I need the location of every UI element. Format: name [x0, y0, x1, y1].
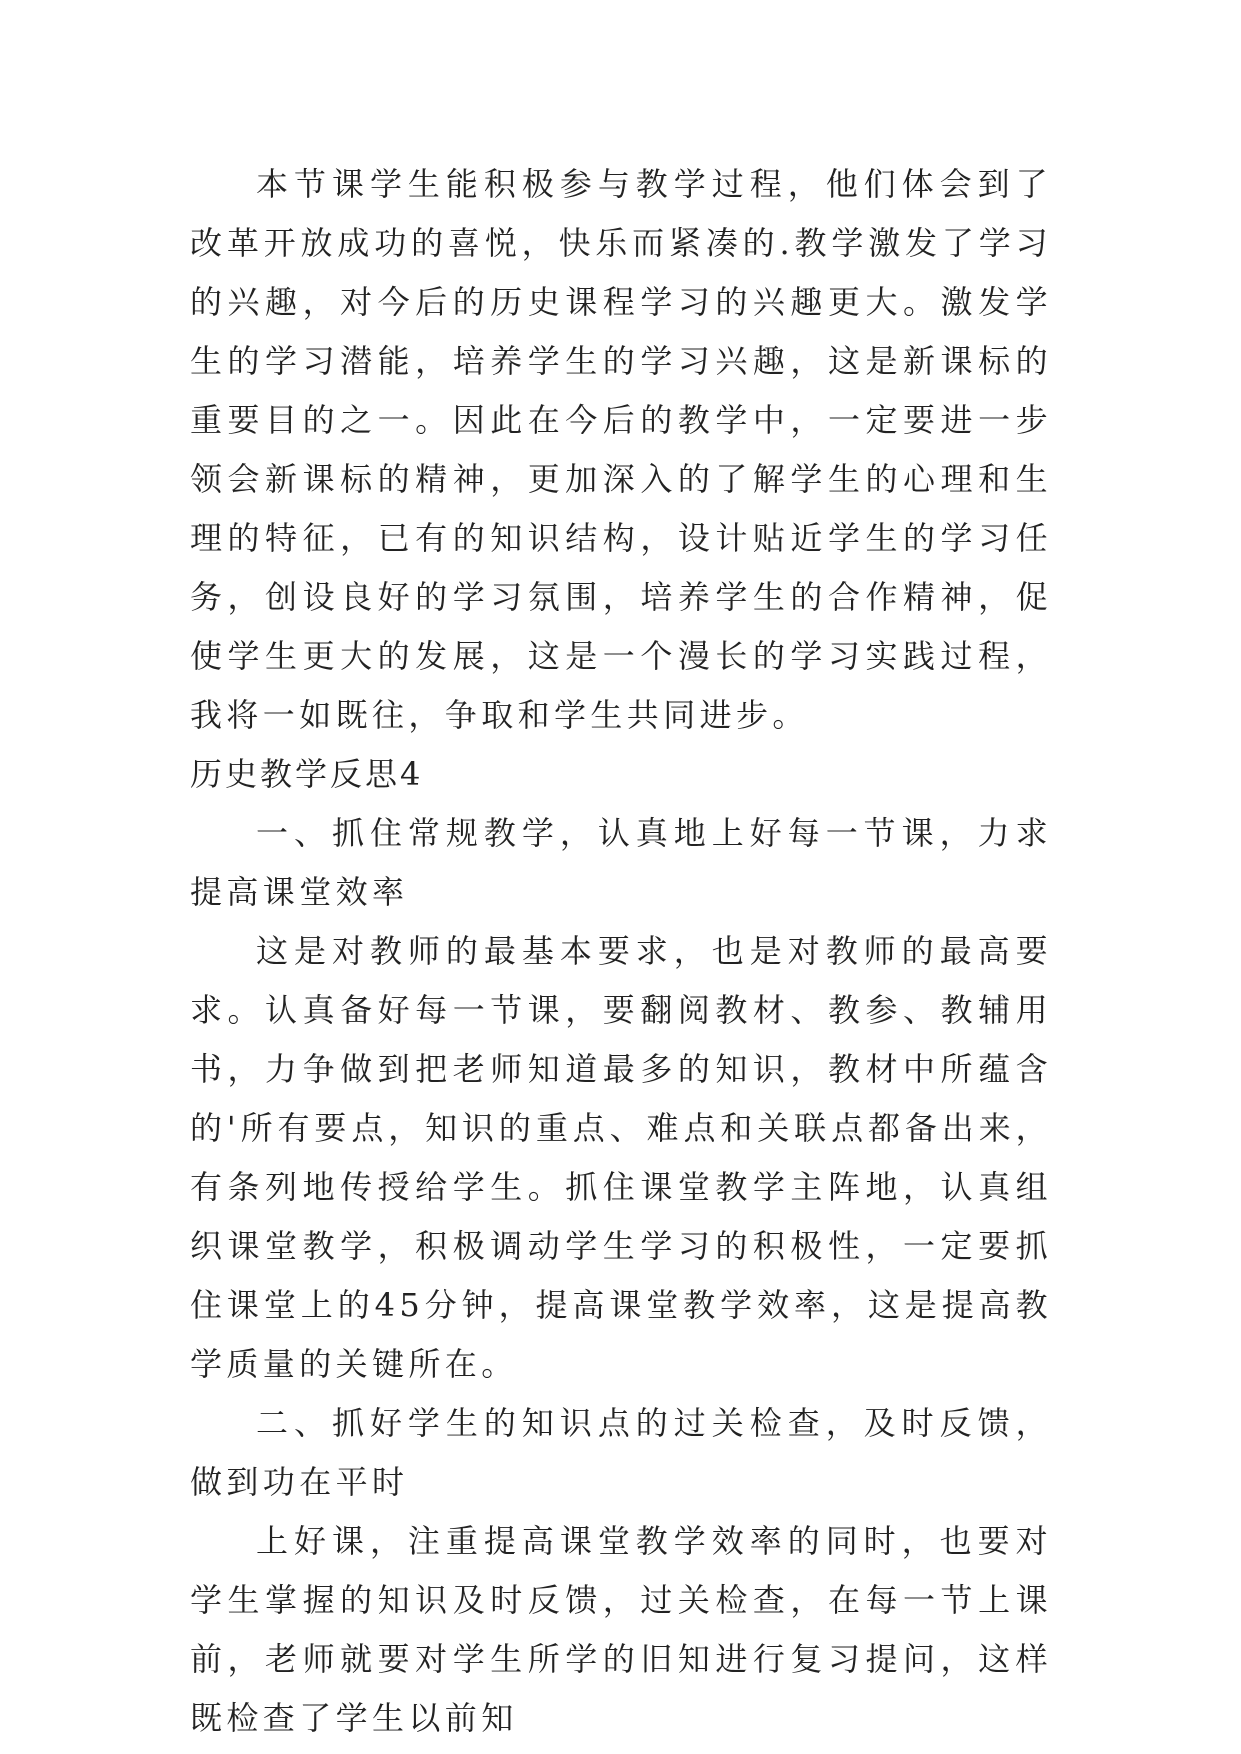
subheading-two: 二、抓好学生的知识点的过关检查，及时反馈，做到功在平时 [190, 1404, 1052, 1501]
paragraph-reflection-summary: 本节课学生能积极参与教学过程，他们体会到了改革开放成功的喜悦，快乐而紧凑的.教学激发了学习的兴趣，对今后的历史课程学习的兴趣更大。激发学生的学习潜能，培养学生的学习兴趣，这是新课标的重要目的之一。因此在今后的教学中，一定要进一步领会新课标的精神，更加深入的了解学生的心理和生理的特征，已有的知识结构，设计贴近学生的学习任务，创设良好的学习氛围，培养学生的合作精神，促使学生更大的发展，这是一个漫长的学习实践过程，我将一如既往，争取和学生共同进步。 [190, 165, 1052, 734]
document-body [190, 155, 1052, 1748]
paragraph-point-two: 上好课，注重提高课堂教学效率的同时，也要对学生掌握的知识及时反馈，过关检查，在每一节上课前，老师就要对学生所学的旧知进行复习提问，这样既检查了学生以前知 [190, 1522, 1052, 1737]
paragraph-point-one: 这是对教师的最基本要求，也是对教师的最高要求。认真备好每一节课，要翻阅教材、教参、教辅用书，力争做到把老师知道最多的知识，教材中所蕴含的'所有要点，知识的重点、难点和关联点都备出来，有条列地传授给学生。抓住课堂教学主阵地，认真组织课堂教学，积极调动学生学习的积极性，一定要抓住课堂上的45分钟，提高课堂教学效率，这是提高教学质量的关键所在。 [190, 932, 1052, 1383]
section-title: 历史教学反思4 [190, 755, 424, 793]
subheading-one: 一、抓住常规教学，认真地上好每一节课，力求提高课堂效率 [190, 814, 1052, 911]
